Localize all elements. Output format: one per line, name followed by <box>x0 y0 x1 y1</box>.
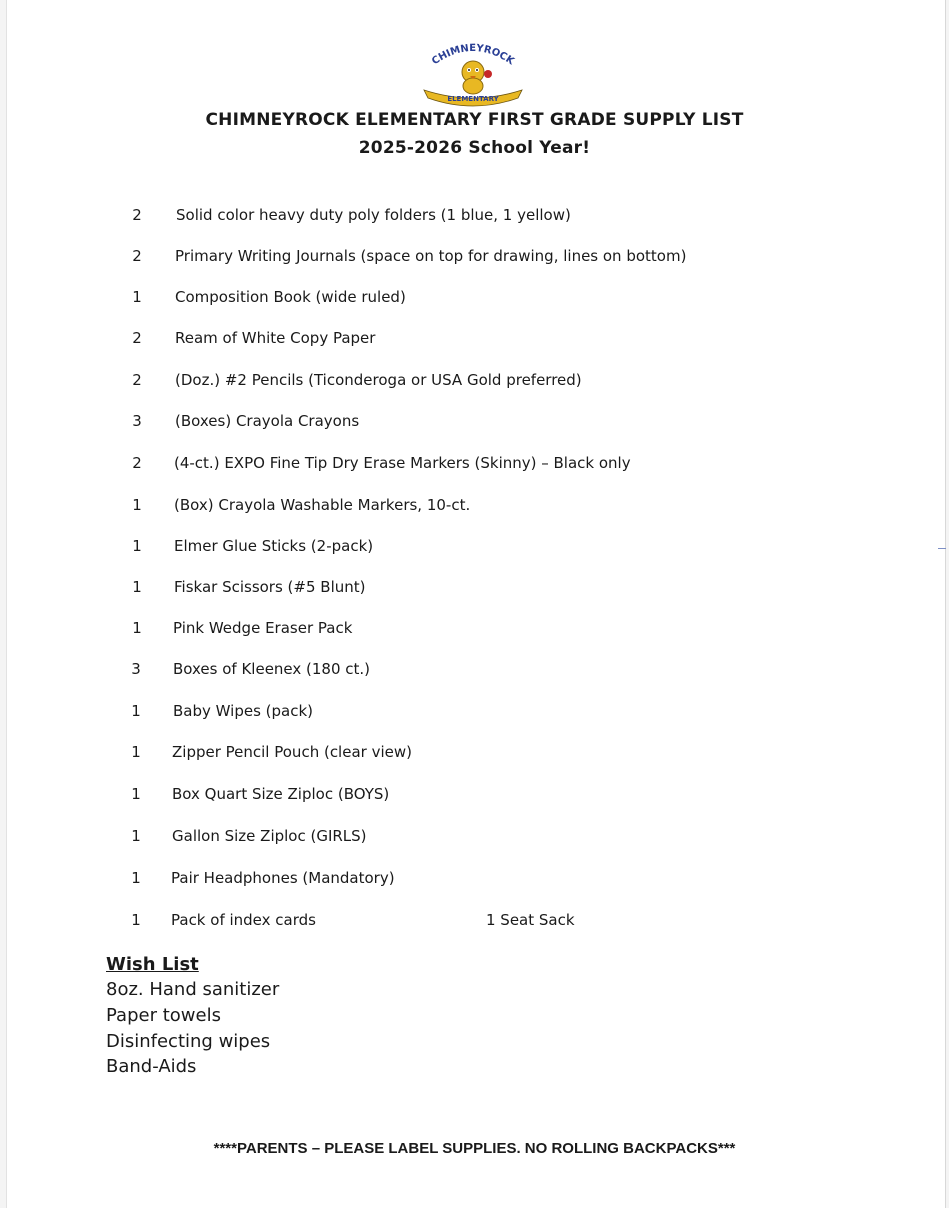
item-quantity: 1 <box>131 702 141 720</box>
item-quantity: 3 <box>131 660 141 678</box>
item-description: Composition Book (wide ruled) <box>175 288 406 306</box>
item-description: Gallon Size Ziploc (GIRLS) <box>172 827 367 845</box>
item-quantity: 1 <box>131 827 141 845</box>
item-quantity: 1 <box>131 743 141 761</box>
item-description: (4-ct.) EXPO Fine Tip Dry Erase Markers (Skinny) – Black only <box>174 454 631 472</box>
item-description: Pair Headphones (Mandatory) <box>171 869 395 887</box>
page-title: CHIMNEYROCK ELEMENTARY FIRST GRADE SUPPLY LIST <box>205 110 744 130</box>
item-description: (Box) Crayola Washable Markers, 10-ct. <box>174 496 471 514</box>
item-description: Boxes of Kleenex (180 ct.) <box>173 660 371 678</box>
item-quantity: 1 <box>132 496 142 514</box>
item-quantity: 2 <box>132 371 142 389</box>
item-quantity: 1 <box>132 288 142 306</box>
item-description: Pink Wedge Eraser Pack <box>173 619 353 637</box>
edge-mark <box>938 548 946 549</box>
item-description: Elmer Glue Sticks (2-pack) <box>174 537 374 555</box>
wish-list-item: Paper towels <box>106 1005 221 1026</box>
item-description: Baby Wipes (pack) <box>173 702 314 720</box>
logo-top-text: CHIMNEYROCK <box>430 42 516 68</box>
item-description: (Boxes) Crayola Crayons <box>175 412 360 430</box>
item-description: Solid color heavy duty poly folders (1 blue, 1 yellow) <box>176 206 571 224</box>
document-page <box>6 0 946 1208</box>
item-description: Primary Writing Journals (space on top for drawing, lines on bottom) <box>175 247 687 265</box>
item-description: Zipper Pencil Pouch (clear view) <box>172 743 412 761</box>
item-quantity: 1 <box>131 869 141 887</box>
item-quantity: 3 <box>132 412 142 430</box>
item-description: (Doz.) #2 Pencils (Ticonderoga or USA Gold preferred) <box>175 371 582 389</box>
item-quantity: 2 <box>132 206 142 224</box>
wish-list-title: Wish List <box>106 954 199 975</box>
item-description: Pack of index cards <box>171 911 316 929</box>
item-extra: 1 Seat Sack <box>486 911 575 929</box>
item-description: Fiskar Scissors (#5 Blunt) <box>174 578 366 596</box>
logo-bottom-text: ELEMENTARY <box>447 95 499 103</box>
item-quantity: 1 <box>131 911 141 929</box>
item-description: Ream of White Copy Paper <box>175 329 376 347</box>
item-quantity: 2 <box>132 454 142 472</box>
item-quantity: 2 <box>132 247 142 265</box>
school-logo <box>420 38 526 108</box>
wish-list-item: 8oz. Hand sanitizer <box>106 979 280 1000</box>
item-quantity: 1 <box>132 619 142 637</box>
wish-list-item: Band-Aids <box>106 1056 197 1077</box>
footer-notice: ****PARENTS – PLEASE LABEL SUPPLIES. NO ROLLING BACKPACKS*** <box>213 1140 736 1157</box>
wish-list-item: Disinfecting wipes <box>106 1031 271 1052</box>
item-description: Box Quart Size Ziploc (BOYS) <box>172 785 390 803</box>
item-quantity: 1 <box>132 578 142 596</box>
item-quantity: 2 <box>132 329 142 347</box>
school-year: 2025-2026 School Year! <box>358 138 591 158</box>
item-quantity: 1 <box>132 537 142 555</box>
item-quantity: 1 <box>131 785 141 803</box>
